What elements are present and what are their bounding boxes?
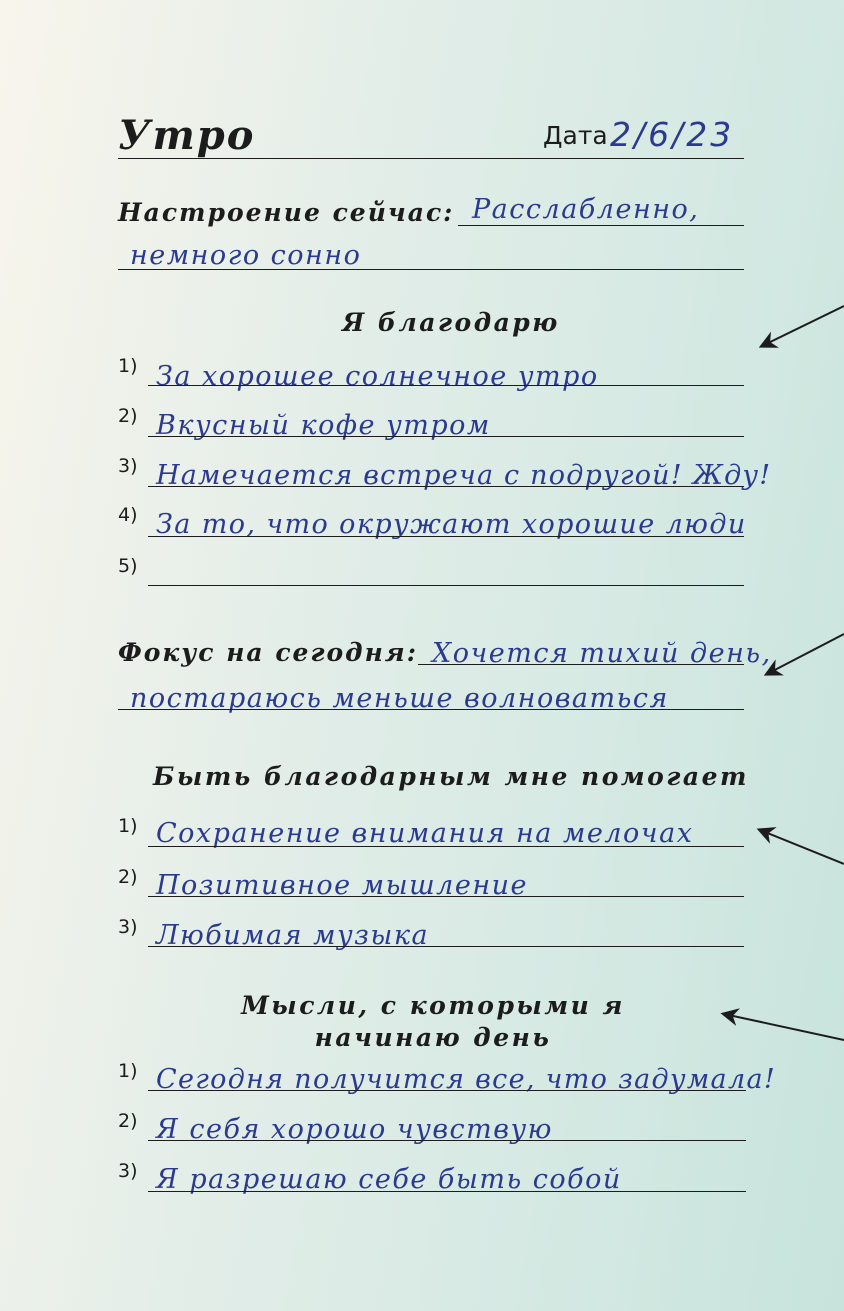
helps-number: 3)	[118, 916, 138, 938]
thoughts-item[interactable]: Я себя хорошо чувствую	[156, 1114, 553, 1145]
mood-value-line2[interactable]: немного сонно	[130, 240, 362, 271]
arrow-icon	[767, 634, 844, 674]
gratitude-heading: Я благодарю	[342, 308, 560, 337]
focus-value-line1[interactable]: Хочется тихий день,	[432, 638, 772, 669]
date-label: Дата	[543, 121, 608, 150]
thoughts-number: 1)	[118, 1060, 138, 1082]
gratitude-item[interactable]: Намечается встреча с подругой! Жду!	[156, 460, 772, 491]
gratitude-number: 4)	[118, 504, 138, 526]
gratitude-item[interactable]: За то, что окружают хорошие люди	[156, 509, 747, 540]
page-title: Утро	[118, 112, 256, 159]
thoughts-heading-line2: начинаю день	[314, 1023, 552, 1052]
arrow-icon	[760, 830, 844, 864]
thoughts-number: 3)	[118, 1160, 138, 1182]
arrow-icon	[724, 1014, 844, 1040]
gratitude-number: 5)	[118, 555, 138, 577]
focus-value-line2[interactable]: постараюсь меньше волноваться	[130, 683, 669, 714]
gratitude-item[interactable]: Вкусный кофе утром	[156, 410, 491, 441]
mood-label: Настроение сейчас:	[118, 198, 455, 227]
gratitude-number: 2)	[118, 405, 138, 427]
helps-item[interactable]: Сохранение внимания на мелочах	[156, 818, 694, 849]
gratitude-item[interactable]: За хорошее солнечное утро	[156, 361, 599, 392]
thoughts-item[interactable]: Сегодня получится все, что задумала!	[156, 1064, 776, 1095]
arrow-icon	[762, 306, 844, 346]
helps-item[interactable]: Любимая музыка	[156, 920, 430, 951]
mood-value-line1[interactable]: Расслабленно,	[472, 194, 700, 225]
gratitude-number: 1)	[118, 355, 138, 377]
focus-label: Фокус на сегодня:	[118, 638, 418, 667]
thoughts-heading-line1: Мысли, с которыми я	[241, 991, 625, 1020]
date-value[interactable]: 2/6/23	[610, 115, 735, 154]
gratitude-number: 3)	[118, 455, 138, 477]
helps-number: 1)	[118, 815, 138, 837]
helps-number: 2)	[118, 866, 138, 888]
helps-item[interactable]: Позитивное мышление	[156, 870, 528, 901]
thoughts-number: 2)	[118, 1110, 138, 1132]
helps-heading: Быть благодарным мне помогает	[153, 762, 749, 791]
thoughts-item[interactable]: Я разрешаю себе быть собой	[156, 1164, 622, 1195]
